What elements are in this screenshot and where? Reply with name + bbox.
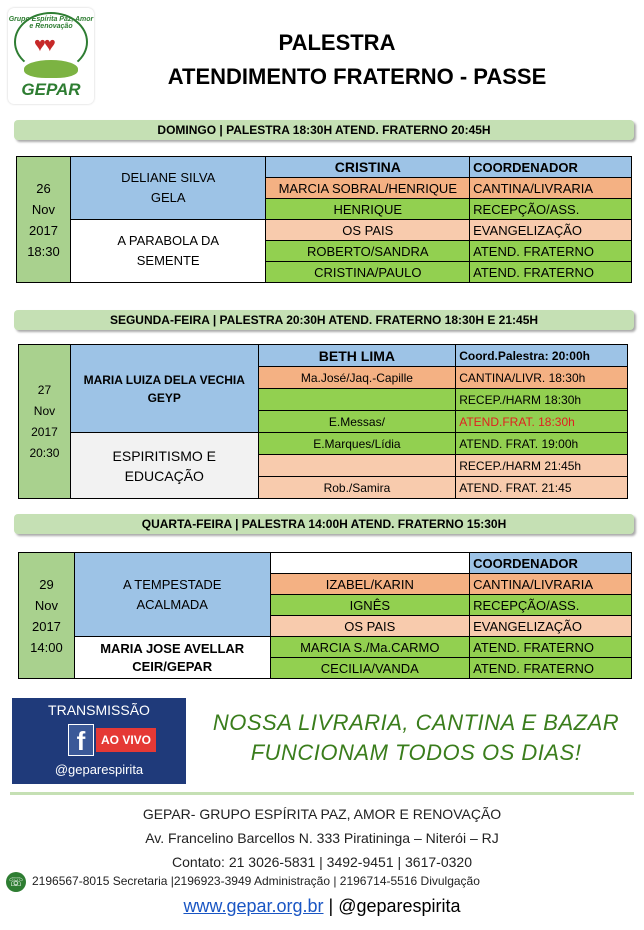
- separator: |: [323, 896, 339, 916]
- monday-date: 27 Nov 2017 20:30: [19, 345, 71, 499]
- sunday-schedule: [16, 156, 632, 283]
- wednesday-schedule: [18, 552, 632, 679]
- table-row-role: CANTINA/LIVRARIA: [470, 574, 632, 595]
- table-row-role: ATEND. FRATERNO: [470, 658, 632, 679]
- table-row-role: RECEPÇÃO/ASS.: [470, 595, 632, 616]
- table-row-name: ROBERTO/SANDRA: [266, 241, 470, 262]
- table-row-role: CANTINA/LIVRARIA: [470, 178, 632, 199]
- table-row-name: OS PAIS: [266, 220, 470, 241]
- facebook-icon: f: [68, 724, 94, 756]
- sunday-speaker: DELIANE SILVA GELA: [70, 157, 266, 220]
- sunday-date: [17, 157, 71, 283]
- social-handle: @geparespirita: [54, 762, 144, 777]
- table-row-role: ATEND.FRAT. 18:30h: [456, 411, 628, 433]
- footer-org: GEPAR- GRUPO ESPÍRITA PAZ, AMOR E RENOVAÇÃO: [142, 806, 502, 822]
- notice-line-2: FUNCIONAM TODOS OS DIAS!: [250, 740, 582, 765]
- logo-ring-text: Grupo Espírita Paz, Amor e Renovação: [8, 16, 94, 30]
- table-row-name: MARCIA S./Ma.CARMO: [270, 637, 470, 658]
- monday-header-name: BETH LIMA: [258, 345, 456, 367]
- table-row-role: EVANGELIZAÇÃO: [470, 616, 632, 637]
- logo-name: GEPAR: [21, 80, 81, 99]
- table-row-name: HENRIQUE: [266, 199, 470, 220]
- table-row-name: CECILIA/VANDA: [270, 658, 470, 679]
- table-row-name: CRISTINA/PAULO: [266, 262, 470, 283]
- sunday-header-name: CRISTINA: [266, 157, 470, 178]
- table-row-name: Rob./Samira: [258, 477, 456, 499]
- table-row-role: CANTINA/LIVR. 18:30h: [456, 367, 628, 389]
- footer-phones: Contato: 21 3026-5831 | 3492-9451 | 3617-0320: [172, 854, 472, 870]
- table-row-name: E.Marques/Lídia: [258, 433, 456, 455]
- table-row-role: RECEP./HARM 21:45h: [456, 455, 628, 477]
- table-row-role: ATEND. FRATERNO: [470, 637, 632, 658]
- table-row-role: ATEND. FRAT. 19:00h: [456, 433, 628, 455]
- live-label: AO VIVO: [96, 728, 156, 752]
- sunday-topic: A PARABOLA DA SEMENTE: [70, 220, 266, 283]
- wednesday-banner: QUARTA-FEIRA | PALESTRA 14:00H ATEND. FRATERNO 15:30H: [14, 514, 634, 534]
- monday-speaker: MARIA LUIZA DELA VECHIA GEYP: [70, 345, 258, 433]
- date-year: 2017: [29, 222, 58, 238]
- wednesday-header-role: COORDENADOR: [470, 553, 632, 574]
- date-day: 26: [36, 180, 51, 196]
- stream-title: TRANSMISSÃO: [48, 702, 150, 718]
- table-row-role: ATEND. FRATERNO: [470, 262, 632, 283]
- table-row-name: OS PAIS: [270, 616, 470, 637]
- date-time: 18:30: [27, 243, 60, 259]
- table-row-role: ATEND. FRATERNO: [470, 241, 632, 262]
- monday-schedule: [18, 344, 628, 499]
- footer-links: [0, 896, 644, 917]
- website-link[interactable]: www.gepar.org.br: [183, 896, 324, 916]
- footer-address: Av. Francelino Barcellos N. 333 Piratininga – Niterói – RJ: [145, 830, 499, 846]
- sunday-banner: DOMINGO | PALESTRA 18:30H ATEND. FRATERNO 20:45H: [14, 120, 634, 140]
- table-row-role: EVANGELIZAÇÃO: [470, 220, 632, 241]
- page-subtitle: ATENDIMENTO FRATERNO - PASSE: [167, 64, 547, 89]
- wednesday-speaker: MARIA JOSE AVELLAR CEIR/GEPAR: [74, 637, 270, 679]
- monday-banner: SEGUNDA-FEIRA | PALESTRA 20:30H ATEND. FRATERNO 18:30H E 21:45H: [14, 310, 634, 330]
- date-month: Nov: [31, 201, 56, 217]
- page-title: PALESTRA: [278, 30, 396, 55]
- notice-line-1: NOSSA LIVRARIA, CANTINA E BAZAR: [212, 710, 620, 735]
- table-row-name: Ma.José/Jaq.-Capille: [258, 367, 456, 389]
- table-row-name: IZABEL/KARIN: [270, 574, 470, 595]
- whatsapp-icon: ☏: [6, 872, 26, 892]
- table-row-role: ATEND. FRAT. 21:45: [456, 477, 628, 499]
- footer-divider: [10, 792, 634, 795]
- table-row-name: IGNÊS: [270, 595, 470, 616]
- sunday-header-role: COORDENADOR: [470, 157, 632, 178]
- wednesday-topic: A TEMPESTADE ACALMADA: [74, 553, 270, 637]
- table-row-role: RECEPÇÃO/ASS.: [470, 199, 632, 220]
- family-icon: ♥♥: [34, 34, 54, 56]
- table-row-name: E.Messas/: [258, 411, 456, 433]
- table-row-name: MARCIA SOBRAL/HENRIQUE: [266, 178, 470, 199]
- live-stream-badge[interactable]: [12, 698, 186, 784]
- table-row-name: [258, 455, 456, 477]
- monday-topic: ESPIRITISMO E EDUCAÇÃO: [70, 433, 258, 499]
- whatsapp-numbers: 2196567-8015 Secretaria |2196923-3949 Administração | 2196714-5516 Divulgação: [32, 874, 480, 888]
- table-row-role: RECEP./HARM 18:30h: [456, 389, 628, 411]
- wednesday-header-name: [270, 553, 470, 574]
- whatsapp-contacts: [6, 872, 636, 892]
- footer-handle: @geparespirita: [338, 896, 461, 916]
- wednesday-date: 29 Nov 2017 14:00: [19, 553, 75, 679]
- monday-header-role: Coord.Palestra: 20:00h: [456, 345, 628, 367]
- table-row-name: [258, 389, 456, 411]
